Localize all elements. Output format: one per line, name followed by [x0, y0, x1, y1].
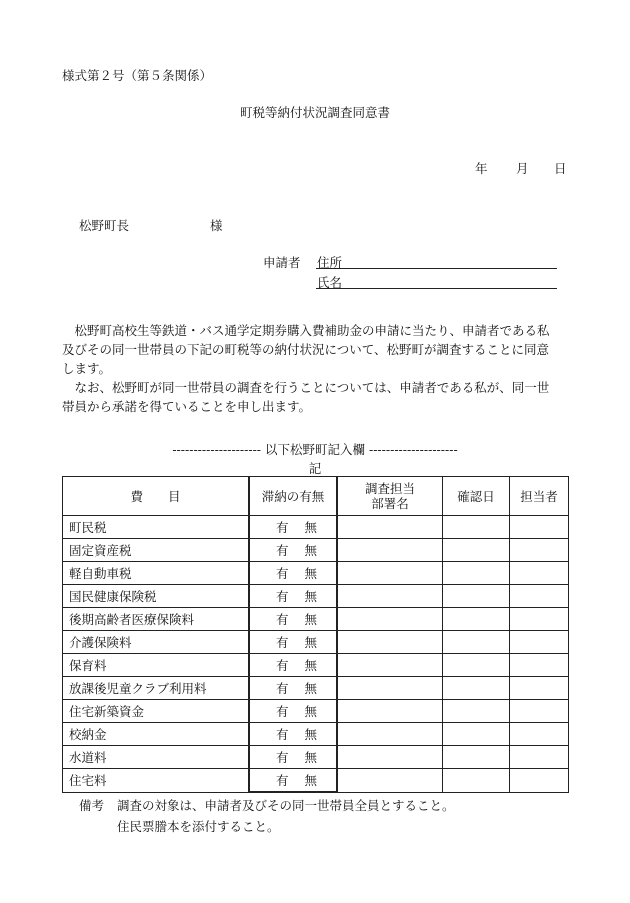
table-row	[63, 769, 569, 793]
no-option[interactable]: 無	[304, 704, 317, 719]
staff-cell[interactable]	[510, 539, 569, 562]
yes-option[interactable]: 有	[276, 612, 289, 627]
staff-cell[interactable]	[510, 654, 569, 677]
confirm-date-cell[interactable]	[443, 562, 510, 585]
name-line	[316, 288, 557, 289]
row-item-label: 後期高齢者医療保険料	[63, 608, 250, 631]
dept-cell[interactable]	[337, 608, 443, 631]
staff-cell[interactable]	[510, 723, 569, 746]
row-item-label: 保育料	[63, 654, 250, 677]
confirm-date-cell[interactable]	[443, 654, 510, 677]
staff-cell[interactable]	[510, 746, 569, 769]
no-option[interactable]: 無	[304, 773, 317, 788]
row-item-label: 水道料	[63, 746, 250, 769]
dept-cell[interactable]	[337, 700, 443, 723]
name-label: 氏名	[317, 275, 343, 290]
staff-cell[interactable]	[510, 677, 569, 700]
notes-label: 備考	[79, 798, 105, 813]
no-option[interactable]: 無	[304, 727, 317, 742]
note-line-1: 調査の対象は、申請者及びその同一世帯員全員とすること。	[117, 798, 455, 813]
header-staff: 担当者	[510, 477, 569, 516]
address-label: 住所	[317, 255, 343, 270]
yes-option[interactable]: 有	[276, 773, 289, 788]
staff-cell[interactable]	[510, 769, 569, 793]
dept-cell[interactable]	[337, 677, 443, 700]
staff-cell[interactable]	[510, 562, 569, 585]
note-line-2: 住民票謄本を添付すること。	[117, 819, 280, 834]
dept-cell[interactable]	[337, 746, 443, 769]
table-row	[63, 746, 569, 769]
dept-cell[interactable]	[337, 769, 443, 793]
confirm-date-cell[interactable]	[443, 539, 510, 562]
table-row	[63, 631, 569, 654]
consent-paragraph-1: 松野町高校生等鉄道・バス通学定期券購入費補助金の申請に当たり、申請者である私及びその同一世帯員の下記の町税等の納付状況について、松野町が調査することに同意します。	[62, 323, 550, 376]
row-item-label: 町民税	[63, 516, 250, 539]
no-option[interactable]: 無	[304, 612, 317, 627]
row-item-label: 介護保険料	[63, 631, 250, 654]
no-option[interactable]: 無	[304, 681, 317, 696]
table-row	[63, 539, 569, 562]
arrears-cell	[249, 746, 337, 769]
confirm-date-cell[interactable]	[443, 516, 510, 539]
no-option[interactable]: 無	[304, 520, 317, 535]
arrears-cell	[249, 585, 337, 608]
row-item-label: 住宅料	[63, 769, 250, 793]
row-item-label: 校納金	[63, 723, 250, 746]
arrears-cell	[249, 723, 337, 746]
form-number: 様式第２号（第５条関係）	[62, 68, 213, 83]
header-confirm-date: 確認日	[443, 477, 510, 516]
addressee-honorific: 様	[210, 218, 223, 233]
header-item: 費 目	[63, 477, 250, 516]
addressee-name: 松野町長	[79, 218, 130, 233]
date-day-label: 日	[554, 161, 567, 176]
no-option[interactable]: 無	[304, 750, 317, 765]
row-item-label: 軽自動車税	[63, 562, 250, 585]
yes-option[interactable]: 有	[276, 566, 289, 581]
date-year-label: 年	[475, 161, 488, 176]
dept-cell[interactable]	[337, 539, 443, 562]
arrears-cell	[249, 516, 337, 539]
table-row	[63, 723, 569, 746]
row-item-label: 固定資産税	[63, 539, 250, 562]
confirm-date-cell[interactable]	[443, 608, 510, 631]
dept-cell[interactable]	[337, 516, 443, 539]
no-option[interactable]: 無	[304, 589, 317, 604]
dept-cell[interactable]	[337, 585, 443, 608]
staff-cell[interactable]	[510, 585, 569, 608]
yes-option[interactable]: 有	[276, 681, 289, 696]
yes-option[interactable]: 有	[276, 727, 289, 742]
header-dept-line2: 部署名	[371, 496, 409, 511]
table-row	[63, 677, 569, 700]
staff-cell[interactable]	[510, 631, 569, 654]
dept-cell[interactable]	[337, 631, 443, 654]
arrears-cell	[249, 539, 337, 562]
yes-option[interactable]: 有	[276, 750, 289, 765]
yes-option[interactable]: 有	[276, 543, 289, 558]
table-row	[63, 562, 569, 585]
staff-cell[interactable]	[510, 516, 569, 539]
date-month-label: 月	[516, 161, 529, 176]
arrears-cell	[249, 677, 337, 700]
consent-paragraph-2: なお、松野町が同一世帯員の調査を行うことについては、申請者である私が、同一世帯員から承諾を得ていることを申し出ます。	[62, 380, 550, 414]
confirm-date-cell[interactable]	[443, 769, 510, 793]
arrears-cell	[249, 608, 337, 631]
confirm-date-cell[interactable]	[443, 585, 510, 608]
arrears-cell	[249, 562, 337, 585]
dept-cell[interactable]	[337, 654, 443, 677]
no-option[interactable]: 無	[304, 635, 317, 650]
row-item-label: 国民健康保険税	[63, 585, 250, 608]
table-row	[63, 654, 569, 677]
table-row	[63, 585, 569, 608]
header-dept-line1: 調査担当	[364, 481, 415, 496]
no-option[interactable]: 無	[304, 658, 317, 673]
arrears-cell	[249, 769, 337, 793]
confirm-date-cell[interactable]	[443, 631, 510, 654]
table-row	[63, 608, 569, 631]
address-line	[316, 268, 557, 269]
tax-status-table	[62, 476, 569, 793]
confirm-date-cell[interactable]	[443, 700, 510, 723]
staff-cell[interactable]	[510, 700, 569, 723]
table-row	[63, 516, 569, 539]
yes-option[interactable]: 有	[276, 520, 289, 535]
applicant-label: 申請者	[263, 255, 301, 270]
consent-body	[62, 321, 560, 416]
row-item-label: 放課後児童クラブ利用料	[63, 677, 250, 700]
ki-heading: 記	[308, 461, 322, 476]
yes-option[interactable]: 有	[276, 704, 289, 719]
table-header-row	[63, 477, 569, 516]
confirm-date-cell[interactable]	[443, 746, 510, 769]
header-arrears: 滞納の有無	[249, 477, 337, 516]
confirm-date-cell[interactable]	[443, 677, 510, 700]
yes-option[interactable]: 有	[276, 589, 289, 604]
confirm-date-cell[interactable]	[443, 723, 510, 746]
yes-option[interactable]: 有	[276, 658, 289, 673]
document-title: 町税等納付状況調査同意書	[239, 105, 390, 120]
office-use-divider: --------------------- 以下松野町記入欄 ---------------------	[172, 442, 458, 457]
yes-option[interactable]: 有	[276, 635, 289, 650]
no-option[interactable]: 無	[304, 566, 317, 581]
header-dept	[337, 477, 443, 516]
arrears-cell	[249, 700, 337, 723]
arrears-cell	[249, 654, 337, 677]
no-option[interactable]: 無	[304, 543, 317, 558]
staff-cell[interactable]	[510, 608, 569, 631]
table-row	[63, 700, 569, 723]
row-item-label: 住宅新築資金	[63, 700, 250, 723]
dept-cell[interactable]	[337, 723, 443, 746]
dept-cell[interactable]	[337, 562, 443, 585]
arrears-cell	[249, 631, 337, 654]
